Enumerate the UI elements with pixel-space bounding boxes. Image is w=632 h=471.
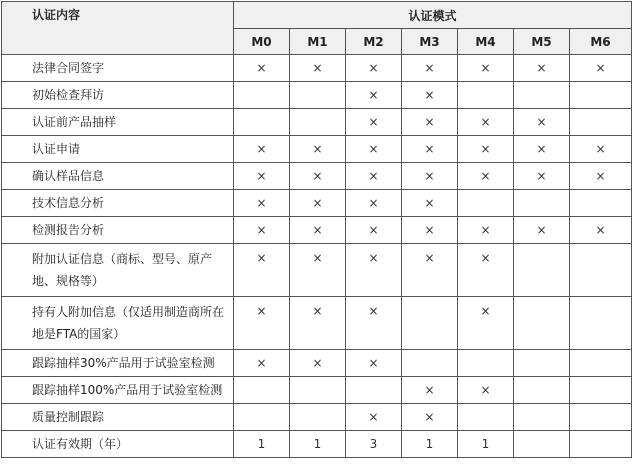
mode-cell <box>570 82 632 109</box>
mode-cell: × <box>346 163 402 190</box>
mode-cell: × <box>458 297 514 350</box>
table-row <box>2 217 632 244</box>
mode-cell: × <box>234 55 290 82</box>
mode-cell <box>234 109 290 136</box>
mode-header-m4: M4 <box>458 29 514 55</box>
row-label: 跟踪抽样30%产品用于试验室检测 <box>2 350 234 377</box>
mode-cell: × <box>290 163 346 190</box>
table-row <box>2 55 632 82</box>
validity-value-cell: 3 <box>346 431 402 458</box>
validity-value-cell: 1 <box>458 431 514 458</box>
mode-cell <box>346 377 402 404</box>
mode-cell: × <box>402 136 458 163</box>
mode-cell: × <box>290 55 346 82</box>
row-label: 认证申请 <box>2 136 234 163</box>
mode-cell: × <box>346 297 402 350</box>
mode-cell: × <box>458 377 514 404</box>
mode-cell <box>290 109 346 136</box>
validity-value-cell: 1 <box>402 431 458 458</box>
mode-cell <box>290 82 346 109</box>
mode-cell <box>570 297 632 350</box>
mode-cell: × <box>234 163 290 190</box>
mode-cell <box>234 82 290 109</box>
table-row <box>2 163 632 190</box>
mode-group-header: 认证模式 <box>234 2 632 29</box>
mode-cell <box>234 404 290 431</box>
mode-cell: × <box>458 109 514 136</box>
mode-cell <box>514 190 570 217</box>
mode-cell: × <box>346 82 402 109</box>
mode-header-m3: M3 <box>402 29 458 55</box>
mode-header-m5: M5 <box>514 29 570 55</box>
table-row <box>2 109 632 136</box>
mode-cell: × <box>290 297 346 350</box>
mode-cell <box>458 350 514 377</box>
mode-cell <box>514 82 570 109</box>
mode-cell: × <box>402 244 458 297</box>
mode-cell: × <box>458 136 514 163</box>
mode-cell: × <box>290 350 346 377</box>
mode-cell: × <box>346 55 402 82</box>
mode-cell: × <box>402 55 458 82</box>
mode-cell: × <box>402 377 458 404</box>
table-row <box>2 136 632 163</box>
mode-cell <box>570 244 632 297</box>
mode-cell: × <box>514 55 570 82</box>
table-row <box>2 404 632 431</box>
mode-cell: × <box>402 217 458 244</box>
row-label: 持有人附加信息（仅适用制造商所在地是FTA的国家） <box>2 297 234 350</box>
validity-value-cell <box>514 431 570 458</box>
mode-cell: × <box>570 217 632 244</box>
mode-cell: × <box>346 217 402 244</box>
certification-mode-table <box>1 1 632 458</box>
mode-cell <box>570 350 632 377</box>
row-label: 法律合同签字 <box>2 55 234 82</box>
mode-cell: × <box>514 136 570 163</box>
mode-cell: × <box>514 163 570 190</box>
mode-cell <box>570 109 632 136</box>
mode-cell: × <box>346 350 402 377</box>
mode-cell: × <box>290 217 346 244</box>
mode-cell: × <box>514 109 570 136</box>
mode-cell <box>458 82 514 109</box>
mode-cell: × <box>234 217 290 244</box>
validity-value-cell: 1 <box>290 431 346 458</box>
row-label: 认证前产品抽样 <box>2 109 234 136</box>
mode-cell: × <box>346 190 402 217</box>
row-label: 确认样品信息 <box>2 163 234 190</box>
mode-cell: × <box>458 163 514 190</box>
mode-cell <box>514 377 570 404</box>
mode-cell <box>570 190 632 217</box>
mode-cell <box>234 377 290 404</box>
mode-cell: × <box>402 82 458 109</box>
mode-cell: × <box>346 404 402 431</box>
table-row <box>2 431 632 458</box>
row-label: 跟踪抽样100%产品用于试验室检测 <box>2 377 234 404</box>
mode-cell: × <box>570 163 632 190</box>
table-row <box>2 377 632 404</box>
mode-cell: × <box>290 190 346 217</box>
mode-cell <box>458 404 514 431</box>
mode-cell <box>290 404 346 431</box>
table-row <box>2 82 632 109</box>
mode-cell <box>290 377 346 404</box>
mode-cell: × <box>458 217 514 244</box>
mode-cell <box>458 190 514 217</box>
mode-cell: × <box>290 136 346 163</box>
mode-cell: × <box>234 297 290 350</box>
mode-cell: × <box>346 109 402 136</box>
mode-cell <box>514 244 570 297</box>
mode-cell: × <box>234 350 290 377</box>
mode-cell <box>402 297 458 350</box>
mode-cell: × <box>346 136 402 163</box>
mode-cell: × <box>290 244 346 297</box>
mode-cell: × <box>402 404 458 431</box>
validity-value-cell <box>570 431 632 458</box>
mode-header-m0: M0 <box>234 29 290 55</box>
row-label: 初始检查拜访 <box>2 82 234 109</box>
row-label: 附加认证信息（商标、型号、原产地、规格等） <box>2 244 234 297</box>
mode-cell: × <box>346 244 402 297</box>
row-label: 检测报告分析 <box>2 217 234 244</box>
mode-header-m2: M2 <box>346 29 402 55</box>
mode-header-m6: M6 <box>570 29 632 55</box>
content-column-header: 认证内容 <box>2 2 234 55</box>
header-row-top <box>2 2 632 29</box>
mode-cell: × <box>234 190 290 217</box>
mode-cell: × <box>402 163 458 190</box>
table-row <box>2 350 632 377</box>
mode-cell <box>570 404 632 431</box>
mode-cell: × <box>458 55 514 82</box>
mode-cell: × <box>570 136 632 163</box>
mode-cell: × <box>402 190 458 217</box>
mode-cell <box>402 350 458 377</box>
mode-cell: × <box>570 55 632 82</box>
mode-cell <box>514 404 570 431</box>
mode-cell <box>514 297 570 350</box>
mode-cell: × <box>514 217 570 244</box>
mode-cell: × <box>234 244 290 297</box>
mode-header-m1: M1 <box>290 29 346 55</box>
table-row <box>2 244 632 297</box>
row-label: 质量控制跟踪 <box>2 404 234 431</box>
mode-cell <box>514 350 570 377</box>
table-row <box>2 297 632 350</box>
mode-cell: × <box>458 244 514 297</box>
row-label: 认证有效期（年） <box>2 431 234 458</box>
mode-cell: × <box>234 136 290 163</box>
table-row <box>2 190 632 217</box>
row-label: 技术信息分析 <box>2 190 234 217</box>
mode-cell: × <box>402 109 458 136</box>
validity-value-cell: 1 <box>234 431 290 458</box>
mode-cell <box>570 377 632 404</box>
